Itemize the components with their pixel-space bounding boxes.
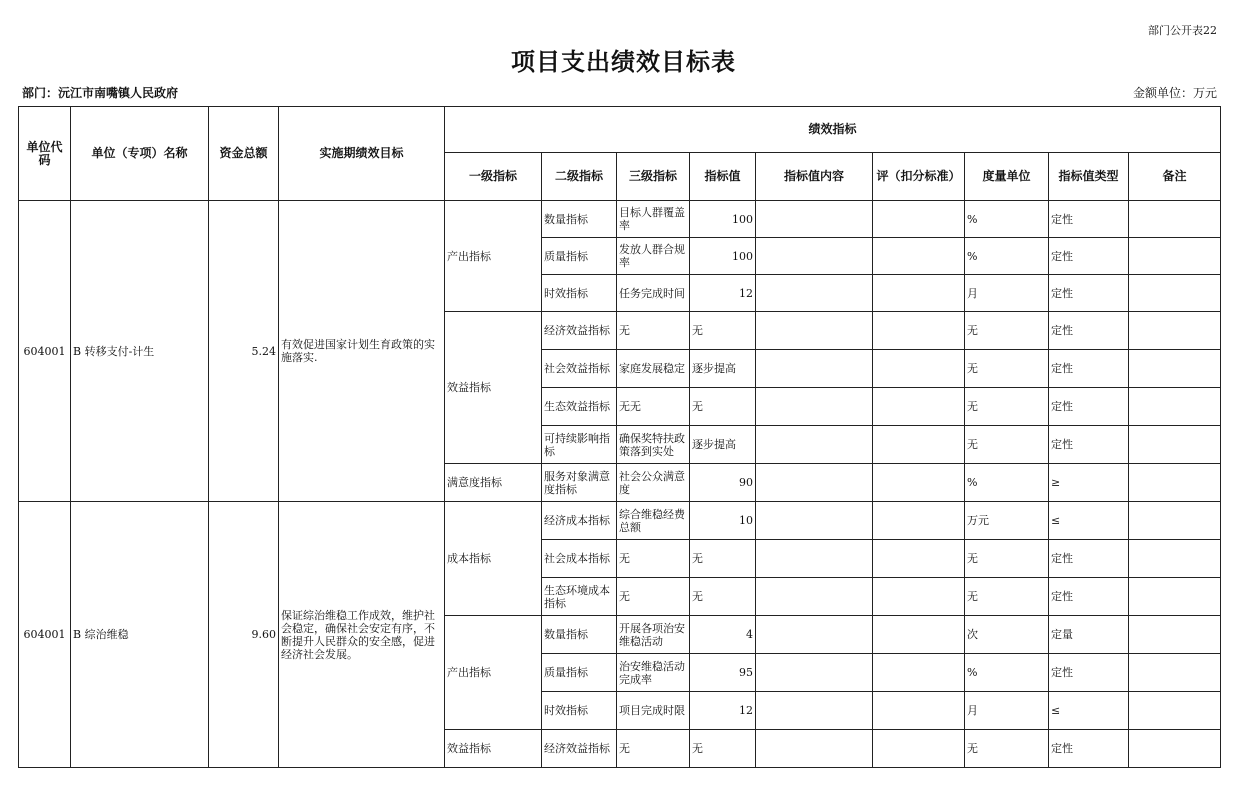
value-type-cell: 定性 [1049,388,1129,426]
remark-cell [1129,692,1221,730]
remark-cell [1129,540,1221,578]
header-performance: 绩效指标 [445,107,1221,153]
remark-cell [1129,312,1221,350]
measure-unit-cell: 无 [965,578,1049,616]
header-unit-code: 单位代码 [19,107,71,201]
measure-unit-cell: % [965,464,1049,502]
measure-unit-cell: 万元 [965,502,1049,540]
level3-cell: 目标人群覆盖率 [617,201,690,238]
level2-cell: 经济效益指标 [542,312,617,350]
table-row [19,502,1221,540]
level2-cell: 经济效益指标 [542,730,617,768]
level3-cell: 家庭发展稳定 [617,350,690,388]
value-content-cell [756,275,873,312]
level2-cell: 社会成本指标 [542,540,617,578]
header-goal: 实施期绩效目标 [279,107,445,201]
level3-cell: 无无 [617,388,690,426]
value-cell: 100 [690,238,756,275]
value-cell: 10 [690,502,756,540]
amount-unit-label: 金额单位：万元 [1132,86,1217,100]
level3-cell: 综合维稳经费总额 [617,502,690,540]
remark-cell [1129,578,1221,616]
level3-cell: 开展各项治安维稳活动 [617,616,690,654]
value-cell: 无 [690,388,756,426]
value-content-cell [756,201,873,238]
remark-cell [1129,730,1221,768]
scoring-cell [873,350,965,388]
value-cell: 无 [690,578,756,616]
scoring-cell [873,692,965,730]
value-type-cell: 定性 [1049,275,1129,312]
value-content-cell [756,426,873,464]
value-content-cell [756,616,873,654]
header-remark: 备注 [1129,153,1221,201]
goal-cell: 保证综治维稳工作成效，维护社会稳定，确保社会安定有序，不断提升人民群众的安全感，促进经济社会发展。 [279,502,445,768]
value-cell: 12 [690,692,756,730]
unit-name-cell: B 转移支付-计生 [71,201,209,502]
level2-cell: 服务对象满意度指标 [542,464,617,502]
scoring-cell [873,275,965,312]
value-type-cell: 定性 [1049,238,1129,275]
measure-unit-cell: 无 [965,730,1049,768]
measure-unit-cell: 无 [965,540,1049,578]
measure-unit-cell: % [965,238,1049,275]
remark-cell [1129,464,1221,502]
value-content-cell [756,502,873,540]
header-value-content: 指标值内容 [756,153,873,201]
value-content-cell [756,388,873,426]
header-value: 指标值 [690,153,756,201]
remark-cell [1129,201,1221,238]
value-cell: 无 [690,312,756,350]
value-content-cell [756,312,873,350]
department-label: 部门：沅江市南嘴镇人民政府 [22,86,179,100]
level1-cell: 效益指标 [445,730,542,768]
value-type-cell: ≥ [1049,464,1129,502]
level1-cell: 成本指标 [445,502,542,616]
remark-cell [1129,426,1221,464]
measure-unit-cell: % [965,654,1049,692]
value-type-cell: 定性 [1049,654,1129,692]
remark-cell [1129,654,1221,692]
value-content-cell [756,730,873,768]
scoring-cell [873,388,965,426]
value-cell: 逐步提高 [690,426,756,464]
value-type-cell: 定性 [1049,730,1129,768]
table-row [19,201,1221,238]
level2-cell: 数量指标 [542,201,617,238]
value-type-cell: 定性 [1049,312,1129,350]
value-cell: 12 [690,275,756,312]
level2-cell: 质量指标 [542,238,617,275]
value-type-cell: 定性 [1049,426,1129,464]
header-level2: 二级指标 [542,153,617,201]
measure-unit-cell: 月 [965,275,1049,312]
amount-cell: 5.24 [209,201,279,502]
page-title: 项目支出绩效目标表 [511,47,736,76]
level2-cell: 经济成本指标 [542,502,617,540]
value-type-cell: 定性 [1049,578,1129,616]
goal-cell: 有效促进国家计划生育政策的实施落实. [279,201,445,502]
level3-cell: 任务完成时间 [617,275,690,312]
value-type-cell: ≤ [1049,692,1129,730]
remark-cell [1129,238,1221,275]
header-unit-name: 单位（专项）名称 [71,107,209,201]
header-total-funds: 资金总额 [209,107,279,201]
value-content-cell [756,578,873,616]
scoring-cell [873,730,965,768]
level2-cell: 生态效益指标 [542,388,617,426]
measure-unit-cell: % [965,201,1049,238]
scoring-cell [873,616,965,654]
level3-cell: 无 [617,578,690,616]
level2-cell: 时效指标 [542,275,617,312]
unit-code-cell: 604001 [19,201,71,502]
unit-code-cell: 604001 [19,502,71,768]
scoring-cell [873,426,965,464]
value-type-cell: 定性 [1049,350,1129,388]
measure-unit-cell: 无 [965,426,1049,464]
form-number-label: 部门公开表22 [1148,24,1217,37]
scoring-cell [873,578,965,616]
level1-cell: 效益指标 [445,312,542,464]
scoring-cell [873,238,965,275]
remark-cell [1129,275,1221,312]
header-level1: 一级指标 [445,153,542,201]
level3-cell: 无 [617,312,690,350]
value-content-cell [756,540,873,578]
value-content-cell [756,654,873,692]
value-cell: 无 [690,540,756,578]
value-content-cell [756,464,873,502]
remark-cell [1129,616,1221,654]
measure-unit-cell: 月 [965,692,1049,730]
level3-cell: 社会公众满意度 [617,464,690,502]
level2-cell: 数量指标 [542,616,617,654]
measure-unit-cell: 无 [965,312,1049,350]
remark-cell [1129,350,1221,388]
value-cell: 无 [690,730,756,768]
amount-cell: 9.60 [209,502,279,768]
measure-unit-cell: 无 [965,350,1049,388]
value-type-cell: 定性 [1049,201,1129,238]
scoring-cell [873,540,965,578]
level2-cell: 生态环境成本指标 [542,578,617,616]
value-cell: 4 [690,616,756,654]
level1-cell: 产出指标 [445,616,542,730]
unit-name-cell: B 综治维稳 [71,502,209,768]
value-content-cell [756,692,873,730]
scoring-cell [873,654,965,692]
value-type-cell: 定量 [1049,616,1129,654]
table-body [19,201,1221,768]
measure-unit-cell: 无 [965,388,1049,426]
header-value-type: 指标值类型 [1049,153,1129,201]
header-level3: 三级指标 [617,153,690,201]
level3-cell: 治安维稳活动完成率 [617,654,690,692]
level2-cell: 时效指标 [542,692,617,730]
level1-cell: 满意度指标 [445,464,542,502]
level2-cell: 质量指标 [542,654,617,692]
level3-cell: 确保奖特扶政策落到实处 [617,426,690,464]
level2-cell: 可持续影响指标 [542,426,617,464]
value-cell: 95 [690,654,756,692]
value-cell: 100 [690,201,756,238]
level3-cell: 发放人群合规率 [617,238,690,275]
header-measure-unit: 度量单位 [965,153,1049,201]
level3-cell: 无 [617,540,690,578]
level1-cell: 产出指标 [445,201,542,312]
scoring-cell [873,464,965,502]
measure-unit-cell: 次 [965,616,1049,654]
remark-cell [1129,502,1221,540]
value-content-cell [756,238,873,275]
value-type-cell: ≤ [1049,502,1129,540]
level3-cell: 无 [617,730,690,768]
value-cell: 90 [690,464,756,502]
level3-cell: 项目完成时限 [617,692,690,730]
header-scoring: 评（扣分标准） [873,153,965,201]
scoring-cell [873,201,965,238]
performance-target-table [18,106,1221,768]
value-content-cell [756,350,873,388]
scoring-cell [873,502,965,540]
level2-cell: 社会效益指标 [542,350,617,388]
value-type-cell: 定性 [1049,540,1129,578]
remark-cell [1129,388,1221,426]
scoring-cell [873,312,965,350]
value-cell: 逐步提高 [690,350,756,388]
